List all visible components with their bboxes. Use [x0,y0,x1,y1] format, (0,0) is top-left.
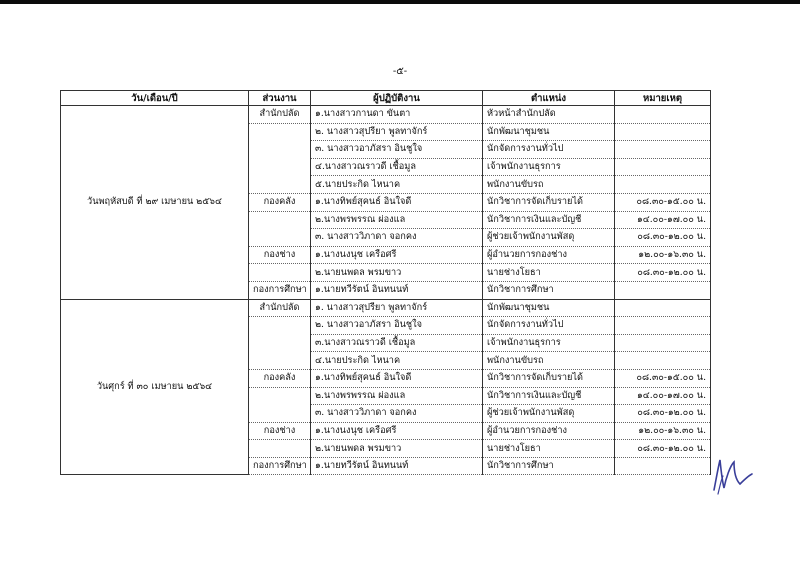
remark-cell: ๑๒.๐๐-๑๖.๓๐ น. [615,422,711,440]
dept-cell [249,352,311,370]
position-cell: นักจัดการงานทั่วไป [483,141,615,159]
dept-cell: กองการศึกษา [249,281,311,299]
position-cell: นักจัดการงานทั่วไป [483,317,615,335]
header-name: ผู้ปฏิบัติงาน [311,91,483,106]
dept-cell: สำนักปลัด [249,299,311,317]
name-cell: ๕.นายประกิด ไหนาค [311,176,483,194]
position-cell: นักวิชาการเงินและบัญชี [483,211,615,229]
name-cell: ๓. นางสาววิภาดา จอกคง [311,229,483,247]
position-cell: เจ้าพนักงานธุรการ [483,158,615,176]
remark-cell [615,352,711,370]
position-cell: หัวหน้าสำนักปลัด [483,106,615,124]
header-date: วัน/เดือน/ปี [61,91,249,106]
header-remark: หมายเหตุ [615,91,711,106]
schedule-table [60,90,711,475]
name-cell: ๑.นายทวีรัตน์ อินทนนท์ [311,281,483,299]
name-cell: ๑.นางนงนุช เครือศรี [311,246,483,264]
name-cell: ๑.นางทิพย์สุคนธ์ อินใจดี [311,369,483,387]
position-cell: ผู้ช่วยเจ้าพนักงานพัสดุ [483,229,615,247]
name-cell: ๑.นางสาวกานดา ขันตา [311,106,483,124]
name-cell: ๒.นางพรพรรณ ผ่องแล [311,387,483,405]
remark-cell: ๑๔.๐๐-๑๗.๐๐ น. [615,211,711,229]
dept-cell: กองคลัง [249,193,311,211]
remark-cell: ๐๘.๓๐-๑๒.๐๐ น. [615,229,711,247]
name-cell: ๑.นางนงนุช เครือศรี [311,422,483,440]
remark-cell: ๐๘.๓๐-๑๒.๐๐ น. [615,405,711,423]
dept-cell [249,334,311,352]
position-cell: ผู้ช่วยเจ้าพนักงานพัสดุ [483,405,615,423]
header-row [61,91,711,106]
dept-cell: กองคลัง [249,369,311,387]
dept-cell [249,158,311,176]
header-position: ตำแหน่ง [483,91,615,106]
remark-cell [615,317,711,335]
remark-cell: ๐๘.๓๐-๑๕.๐๐ น. [615,369,711,387]
remark-cell: ๐๘.๓๐-๑๕.๐๐ น. [615,193,711,211]
dept-cell [249,387,311,405]
remark-cell: ๐๘.๓๐-๑๒.๐๐ น. [615,440,711,458]
dept-cell [249,317,311,335]
name-cell: ๔.นายประกิด ไหนาค [311,352,483,370]
position-cell: นักพัฒนาชุมชน [483,299,615,317]
remark-cell [615,457,711,475]
dept-cell [249,141,311,159]
position-cell: พนักงานขับรถ [483,352,615,370]
page-number: -๕- [392,66,408,77]
remark-cell: ๑๒.๐๐-๑๖.๓๐ น. [615,246,711,264]
dept-cell [249,405,311,423]
position-cell: นักวิชาการศึกษา [483,457,615,475]
name-cell: ๒.นายนพดล พรมขาว [311,264,483,282]
position-cell: นายช่างโยธา [483,440,615,458]
name-cell: ๓. นางสาววิภาดา จอกคง [311,405,483,423]
name-cell: ๑. นางสาวสุปรียา พูลทาจักร์ [311,299,483,317]
dept-cell [249,211,311,229]
dept-cell [249,176,311,194]
remark-cell [615,106,711,124]
position-cell: ผู้อำนวยการกองช่าง [483,246,615,264]
top-edge-bar [0,0,800,4]
name-cell: ๒. นางสาวสุปรียา พูลทาจักร์ [311,123,483,141]
position-cell: นักวิชาการศึกษา [483,281,615,299]
dept-cell: กองช่าง [249,246,311,264]
dept-cell: กองการศึกษา [249,457,311,475]
table-row [61,106,711,124]
remark-cell [615,176,711,194]
remark-cell [615,281,711,299]
name-cell: ๒.นายนพดล พรมขาว [311,440,483,458]
dept-cell [249,123,311,141]
dept-cell [249,440,311,458]
remark-cell [615,334,711,352]
name-cell: ๒. นางสาวอาภัสรา อินชูใจ [311,317,483,335]
dept-cell: สำนักปลัด [249,106,311,124]
remark-cell: ๑๔.๐๐-๑๗.๐๐ น. [615,387,711,405]
date-cell: วันศุกร์ ที่ ๓๐ เมษายน ๒๕๖๔ [61,299,249,475]
remark-cell: ๐๘.๓๐-๑๒.๐๐ น. [615,264,711,282]
remark-cell [615,158,711,176]
name-cell: ๑.นายทวีรัตน์ อินทนนท์ [311,457,483,475]
dept-cell [249,229,311,247]
position-cell: นักวิชาการจัดเก็บรายได้ [483,193,615,211]
position-cell: นักวิชาการจัดเก็บรายได้ [483,369,615,387]
position-cell: นักวิชาการเงินและบัญชี [483,387,615,405]
position-cell: นายช่างโยธา [483,264,615,282]
remark-cell [615,141,711,159]
name-cell: ๒.นางพรพรรณ ผ่องแล [311,211,483,229]
name-cell: ๑.นางทิพย์สุคนธ์ อินใจดี [311,193,483,211]
name-cell: ๓. นางสาวอาภัสรา อินชูใจ [311,141,483,159]
header-dept: ส่วนงาน [249,91,311,106]
position-cell: พนักงานขับรถ [483,176,615,194]
name-cell: ๓.นางสาวณราวดี เชื้อมูล [311,334,483,352]
remark-cell [615,299,711,317]
dept-cell: กองช่าง [249,422,311,440]
name-cell: ๔.นางสาวณราวดี เชื้อมูล [311,158,483,176]
schedule-body [61,106,711,475]
remark-cell [615,123,711,141]
date-cell: วันพฤหัสบดี ที่ ๒๙ เมษายน ๒๕๖๔ [61,106,249,300]
position-cell: ผู้อำนวยการกองช่าง [483,422,615,440]
table-row [61,299,711,317]
dept-cell [249,264,311,282]
position-cell: นักพัฒนาชุมชน [483,123,615,141]
position-cell: เจ้าพนักงานธุรการ [483,334,615,352]
signature [706,450,754,496]
